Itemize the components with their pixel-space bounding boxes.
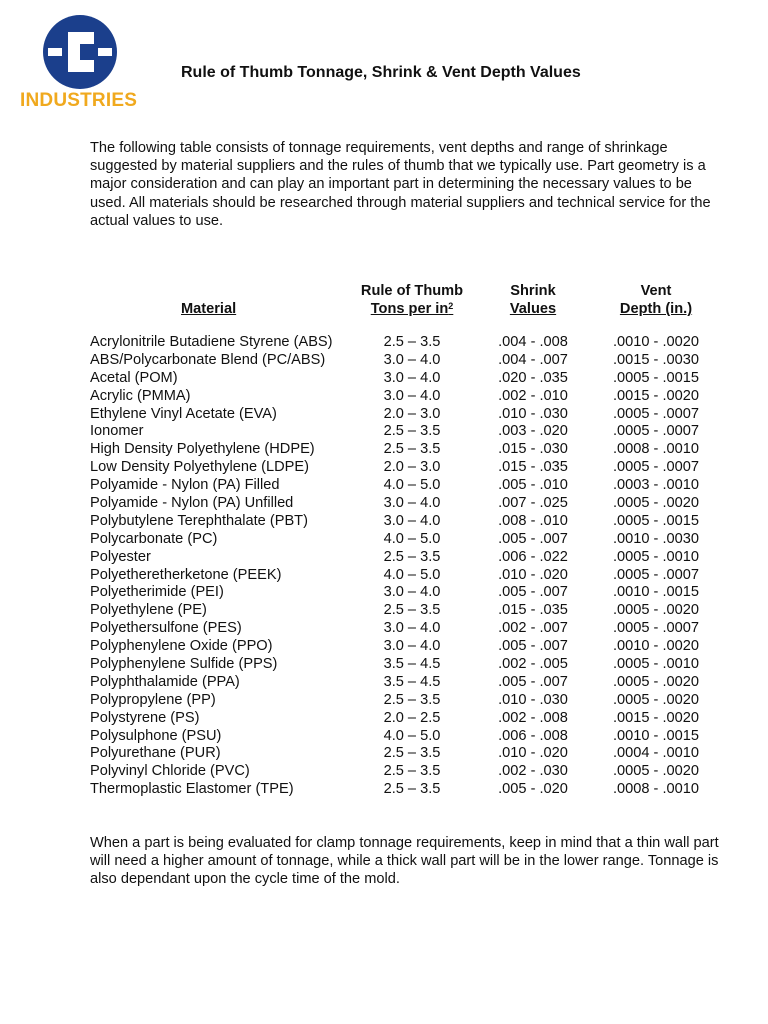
- cell-shrink: .010 - .020: [498, 566, 568, 583]
- table-row: [90, 370, 720, 388]
- cell-material: Acetal (POM): [90, 369, 178, 386]
- cell-shrink: .002 - .007: [498, 620, 568, 637]
- cell-shrink: .010 - .030: [498, 405, 568, 422]
- cell-tons: 3.0 – 4.0: [383, 512, 441, 529]
- cell-material: ABS/Polycarbonate Blend (PC/ABS): [90, 351, 326, 368]
- cell-material: High Density Polyethylene (HDPE): [90, 441, 315, 458]
- company-logo: [18, 14, 142, 112]
- cell-material: Polyvinyl Chloride (PVC): [90, 763, 250, 780]
- cell-shrink: .005 - .007: [498, 638, 568, 655]
- column-header-vent: [604, 282, 708, 318]
- cell-tons: 2.5 – 3.5: [383, 423, 441, 440]
- table-row: [90, 477, 720, 495]
- cell-vent: .0008 - .0010: [612, 781, 699, 798]
- page-title: Rule of Thumb Tonnage, Shrink & Vent Depth Values: [181, 64, 581, 81]
- cell-tons: 3.0 – 4.0: [383, 369, 441, 386]
- table-row: [90, 549, 720, 567]
- cell-tons: 3.0 – 4.0: [383, 351, 441, 368]
- table-row: [90, 513, 720, 531]
- cell-material: Polyester: [90, 548, 151, 565]
- cell-tons: 4.0 – 5.0: [383, 566, 441, 583]
- table-row: [90, 745, 720, 763]
- table-row: [90, 584, 720, 602]
- tons-header-superscript: 2: [448, 301, 454, 311]
- cell-shrink: .005 - .007: [498, 673, 568, 690]
- cell-tons: 2.5 – 3.5: [383, 781, 441, 798]
- cell-tons: 2.5 – 3.5: [383, 745, 441, 762]
- cell-material: Polycarbonate (PC): [90, 530, 218, 547]
- cell-vent: .0005 - .0020: [612, 673, 699, 690]
- cell-vent: .0008 - .0010: [612, 441, 699, 458]
- cell-vent: .0004 - .0010: [612, 745, 699, 762]
- cell-tons: 3.0 – 4.0: [383, 620, 441, 637]
- cell-vent: .0005 - .0015: [612, 512, 699, 529]
- cell-shrink: .004 - .007: [498, 351, 568, 368]
- cell-shrink: .005 - .007: [498, 530, 568, 547]
- material-header-label: Material: [181, 301, 237, 317]
- table-row: [90, 423, 720, 441]
- cell-shrink: .010 - .020: [498, 745, 568, 762]
- cell-tons: 2.5 – 3.5: [383, 602, 441, 619]
- cell-vent: .0010 - .0015: [612, 584, 699, 601]
- cell-vent: .0010 - .0020: [612, 638, 699, 655]
- cell-material: Polyphenylene Sulfide (PPS): [90, 656, 278, 673]
- cell-material: Polyphenylene Oxide (PPO): [90, 638, 273, 655]
- logo-text: INDUSTRIES: [20, 90, 138, 111]
- cell-shrink: .002 - .030: [498, 763, 568, 780]
- cell-tons: 2.5 – 3.5: [383, 441, 441, 458]
- cell-material: Polyetheretherketone (PEEK): [90, 566, 282, 583]
- cell-vent: .0005 - .0007: [612, 620, 699, 637]
- shrink-header-line1: Shrink: [510, 283, 556, 299]
- table-row: [90, 781, 720, 799]
- cell-tons: 4.0 – 5.0: [383, 530, 441, 547]
- cell-tons: 2.5 – 3.5: [383, 334, 441, 350]
- cell-material: Polyphthalamide (PPA): [90, 673, 240, 690]
- cell-tons: 4.0 – 5.0: [383, 477, 441, 494]
- intro-paragraph: The following table consists of tonnage requirements, vent depths and range of shrinkage suggested by material suppliers and the rules of thumb that we typically use. Part geometry is a major consideration and can play an important part in determining the necessary values to be used. All materials should be researched through material suppliers and technical service for the actual values to use.: [90, 140, 711, 229]
- table-row: [90, 763, 720, 781]
- table-row: [90, 495, 720, 513]
- cell-shrink: .006 - .022: [498, 548, 568, 565]
- cell-vent: .0010 - .0030: [612, 530, 699, 547]
- cell-shrink: .015 - .035: [498, 602, 568, 619]
- cell-shrink: .004 - .008: [498, 334, 568, 350]
- cell-tons: 3.0 – 4.0: [383, 387, 441, 404]
- cell-tons: 3.0 – 4.0: [383, 495, 441, 512]
- cell-vent: .0010 - .0015: [612, 727, 699, 744]
- cell-shrink: .015 - .035: [498, 459, 568, 476]
- cell-tons: 3.0 – 4.0: [383, 638, 441, 655]
- column-header-material: [181, 300, 236, 318]
- cell-shrink: .002 - .005: [498, 656, 568, 673]
- cell-tons: 2.0 – 2.5: [383, 709, 441, 726]
- table-row: [90, 441, 720, 459]
- cell-vent: .0005 - .0020: [612, 495, 699, 512]
- table-row: [90, 674, 720, 692]
- cell-vent: .0005 - .0010: [612, 656, 699, 673]
- table-row: [90, 602, 720, 620]
- cell-vent: .0015 - .0030: [612, 351, 699, 368]
- cell-tons: 3.0 – 4.0: [383, 584, 441, 601]
- table-row: [90, 620, 720, 638]
- cell-shrink: .006 - .008: [498, 727, 568, 744]
- table-row: [90, 710, 720, 728]
- table-row: [90, 388, 720, 406]
- cell-shrink: .005 - .010: [498, 477, 568, 494]
- cell-shrink: .020 - .035: [498, 369, 568, 386]
- vent-header-line1: Vent: [640, 283, 672, 299]
- cell-tons: 3.5 – 4.5: [383, 673, 441, 690]
- column-header-shrink: [488, 282, 578, 318]
- cell-vent: .0005 - .0007: [612, 459, 699, 476]
- table-row: [90, 352, 720, 370]
- cell-shrink: .007 - .025: [498, 495, 568, 512]
- cell-material: Ionomer: [90, 423, 144, 440]
- cell-material: Polyethersulfone (PES): [90, 620, 242, 637]
- table-row: [90, 728, 720, 746]
- cell-vent: .0005 - .0020: [612, 763, 699, 780]
- table-row: [90, 656, 720, 674]
- cell-vent: .0015 - .0020: [612, 709, 699, 726]
- cell-shrink: .005 - .020: [498, 781, 568, 798]
- table-row: [90, 531, 720, 549]
- table-row: [90, 692, 720, 710]
- column-header-tons: [352, 282, 472, 318]
- cell-vent: .0005 - .0020: [612, 691, 699, 708]
- table-row: [90, 406, 720, 424]
- cell-material: Polybutylene Terephthalate (PBT): [90, 512, 308, 529]
- cell-shrink: .002 - .010: [498, 387, 568, 404]
- outro-paragraph: When a part is being evaluated for clamp tonnage requirements, keep in mind that a thin wall part will need a higher amount of tonnage, while a thick wall part will be in the lower range. Tonnage is also dependant upon the cycle time of the mold.: [90, 835, 719, 888]
- cell-material: Thermoplastic Elastomer (TPE): [90, 781, 294, 798]
- tons-header-line1: Rule of Thumb: [360, 283, 464, 299]
- cell-vent: .0010 - .0020: [612, 334, 699, 350]
- cell-material: Acrylonitrile Butadiene Styrene (ABS): [90, 334, 333, 350]
- logo-mark-icon: [30, 14, 130, 90]
- cell-tons: 3.5 – 4.5: [383, 656, 441, 673]
- cell-vent: .0005 - .0015: [612, 369, 699, 386]
- cell-material: Polyamide - Nylon (PA) Unfilled: [90, 495, 294, 512]
- cell-tons: 2.5 – 3.5: [383, 691, 441, 708]
- cell-vent: .0003 - .0010: [612, 477, 699, 494]
- cell-vent: .0005 - .0020: [612, 602, 699, 619]
- cell-material: Polyamide - Nylon (PA) Filled: [90, 477, 280, 494]
- cell-shrink: .010 - .030: [498, 691, 568, 708]
- cell-tons: 2.5 – 3.5: [383, 548, 441, 565]
- cell-shrink: .008 - .010: [498, 512, 568, 529]
- cell-tons: 2.0 – 3.0: [383, 405, 441, 422]
- cell-shrink: .015 - .030: [498, 441, 568, 458]
- cell-material: Polypropylene (PP): [90, 691, 216, 708]
- tons-header-line2: Tons per $in^2$: [370, 301, 454, 317]
- materials-table: [90, 334, 720, 799]
- vent-header-line2: Depth (in.): [619, 301, 693, 317]
- cell-tons: 2.5 – 3.5: [383, 763, 441, 780]
- cell-material: Polyurethane (PUR): [90, 745, 221, 762]
- table-row: [90, 334, 720, 352]
- cell-material: Polystyrene (PS): [90, 709, 200, 726]
- cell-material: Acrylic (PMMA): [90, 387, 191, 404]
- table-row: [90, 638, 720, 656]
- cell-shrink: .002 - .008: [498, 709, 568, 726]
- shrink-header-line2: Values: [509, 301, 557, 317]
- cell-tons: 2.0 – 3.0: [383, 459, 441, 476]
- cell-material: Low Density Polyethylene (LDPE): [90, 459, 310, 476]
- cell-vent: .0005 - .0007: [612, 423, 699, 440]
- cell-shrink: .005 - .007: [498, 584, 568, 601]
- cell-vent: .0005 - .0007: [612, 566, 699, 583]
- cell-shrink: .003 - .020: [498, 423, 568, 440]
- cell-material: Polyetherimide (PEI): [90, 584, 224, 601]
- table-row: [90, 567, 720, 585]
- cell-vent: .0015 - .0020: [612, 387, 699, 404]
- cell-material: Polyethylene (PE): [90, 602, 207, 619]
- cell-material: Ethylene Vinyl Acetate (EVA): [90, 405, 277, 422]
- cell-tons: 4.0 – 5.0: [383, 727, 441, 744]
- cell-material: Polysulphone (PSU): [90, 727, 222, 744]
- cell-vent: .0005 - .0007: [612, 405, 699, 422]
- table-row: [90, 459, 720, 477]
- cell-vent: .0005 - .0010: [612, 548, 699, 565]
